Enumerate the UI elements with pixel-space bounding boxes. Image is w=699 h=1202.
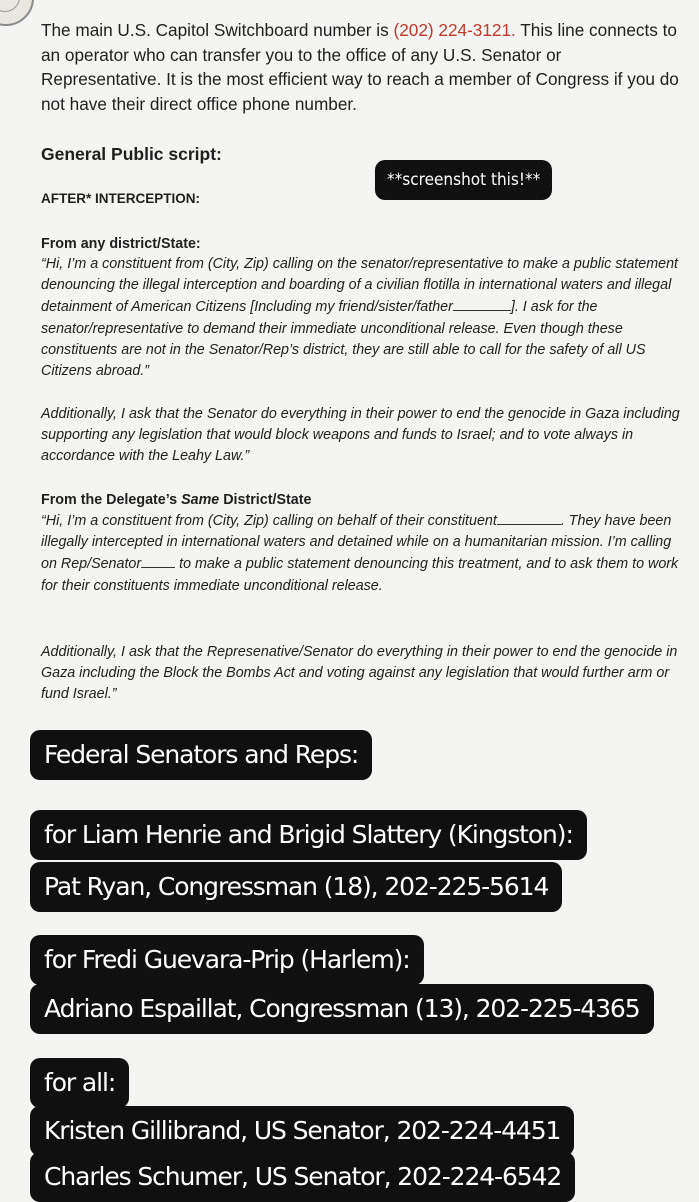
blank-line bbox=[497, 510, 561, 525]
kingston-line2-pill: Pat Ryan, Congressman (18), 202-225-5614 bbox=[30, 862, 562, 912]
same-district-heading-end: District/State bbox=[219, 492, 312, 508]
all-line3-pill: Charles Schumer, US Senator, 202-224-6542 bbox=[30, 1152, 575, 1202]
any-district-heading: From any district/State: bbox=[41, 236, 201, 252]
seal-icon bbox=[0, 0, 34, 26]
intro-text-start: The main U.S. Capitol Switchboard number is bbox=[41, 20, 394, 40]
same-district-heading-start: From the Delegate’s bbox=[41, 492, 182, 508]
intro-text-end: This line connects to an operator who can transfer you to the office of any U.S. Senator or Representative. It is the most efficient way to reach a member of Congress if you do not have their direct office phone number. bbox=[41, 20, 679, 114]
screenshot-this-label: **screenshot this!** bbox=[375, 160, 552, 200]
any-district-additional bbox=[41, 404, 681, 468]
any-district-additional-text: Additionally, I ask that the Senator do everything in their power to end the genocide in Gaza including supporting any legislation that would block weapons and funds to Israel; and to vote always in accordance with the Leahy Law.” bbox=[41, 406, 680, 465]
same-district-text-3: to make a public statement denouncing this treatment, and to ask them to work for their constituents immediate unconditional release. bbox=[41, 556, 679, 594]
federal-heading-pill: Federal Senators and Reps: bbox=[30, 730, 372, 780]
all-line1-pill: for all: bbox=[30, 1058, 129, 1108]
same-district-additional bbox=[41, 642, 681, 706]
same-district-heading bbox=[41, 490, 681, 510]
harlem-line1-pill: for Fredi Guevara-Prip (Harlem): bbox=[30, 935, 424, 985]
kingston-line1-pill: for Liam Henrie and Brigid Slattery (Kingston): bbox=[30, 810, 587, 860]
after-interception-heading: AFTER* INTERCEPTION: bbox=[41, 191, 201, 206]
blank-line bbox=[453, 296, 511, 311]
any-district-section bbox=[41, 234, 681, 382]
same-district-text-2: . They have been illegally intercepted in international waters and detained while on a humanitarian mission. I’m calling on Rep/Senator bbox=[41, 513, 672, 573]
same-district-heading-emphasis: Same bbox=[181, 492, 220, 508]
blank-line bbox=[141, 553, 175, 568]
any-district-text-start: “Hi, I’m a constituent from (City, Zip) calling on the senator/representative to make a public statement denouncing the illegal interception and boarding of a civilian flotilla in international waters and illegal detainment of American Citizens [Including my friend/sister/father bbox=[41, 256, 679, 316]
same-district-text-1: “Hi, I’m a constituent from (City, Zip) calling on behalf of their constituent bbox=[41, 513, 497, 529]
all-line2-pill: Kristen Gillibrand, US Senator, 202-224-4451 bbox=[30, 1106, 574, 1156]
same-district-additional-text: Additionally, I ask that the Represenative/Senator do everything in their power to end the genocide in Gaza including the Block the Bombs Act and voting against any legislation that would further arm or fund Israel.” bbox=[41, 644, 678, 703]
any-district-text-end: ]. I ask for the senator/representative to demand their immediate unconditional release. Even though these constituents are not in the Senator/Rep’s district, they are still able to call for the safety of all US Citizens abroad.” bbox=[41, 299, 646, 380]
script-heading: General Public script: bbox=[41, 144, 222, 164]
switchboard-phone[interactable]: (202) 224-3121. bbox=[393, 20, 516, 40]
any-district-script bbox=[41, 254, 681, 382]
intro-paragraph bbox=[41, 18, 681, 116]
same-district-script bbox=[41, 510, 681, 597]
same-district-section bbox=[41, 490, 681, 597]
harlem-line2-pill: Adriano Espaillat, Congressman (13), 202-225-4365 bbox=[30, 984, 654, 1034]
